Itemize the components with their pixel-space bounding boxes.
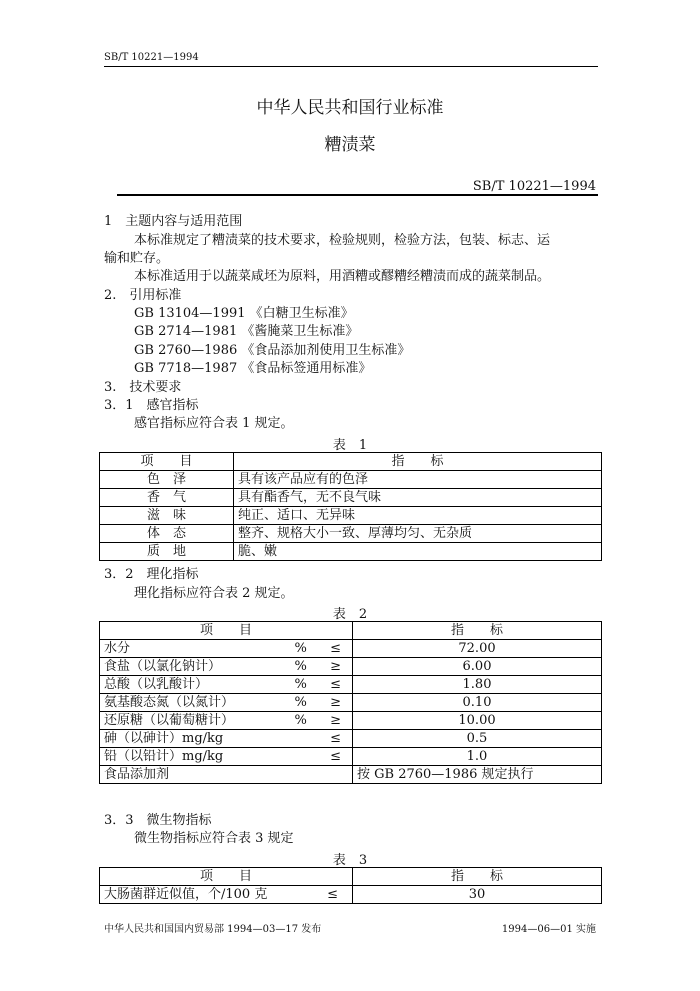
footer-effective-date: 1994—06—01 实施 [501,924,596,935]
table-cell-unit: % [291,712,320,730]
table-3-caption: 表 3 [332,853,368,868]
section-3-1-heading: 3．1 感官指标 [104,398,199,413]
section-3-2-heading: 3．2 理化指标 [104,567,199,582]
section-3-3-note: 微生物指标应符合表 3 规定 [134,831,294,846]
header-rule [104,66,598,67]
title-rule [117,194,598,196]
section-3-2-note: 理化指标应符合表 2 规定。 [134,586,294,601]
table-row [100,730,602,748]
table-1 [99,452,602,561]
table-cell: 香 气 [100,489,234,507]
table-cell: 0.5 [353,730,602,748]
table-row [100,507,602,525]
standard-number: SB/T 10221—1994 [472,179,596,194]
reference-item: GB 2714—1981 《酱腌菜卫生标准》 [134,324,359,339]
header-code: SB/T 10221—1994 [104,52,199,63]
document-title: 中华人民共和国行业标准 [256,98,444,118]
table-cell: 食盐（以氯化钠计） [100,658,291,676]
table-cell: 6.00 [353,658,602,676]
section-1-para-1b: 输和贮存。 [104,251,170,266]
table-header-row [100,453,602,471]
table-cell-sign: ≤ [319,676,352,694]
table-cell: 1.0 [353,748,602,766]
table-row [100,525,602,543]
table-header-cell: 项 目 [100,453,234,471]
table-cell: 还原糖（以葡萄糖计） [100,712,291,730]
table-header-cell: 项 目 [100,868,353,886]
table-row [100,676,602,694]
section-1-para-1a: 本标准规定了糟渍菜的技术要求，检验规则，检验方法，包装、标志、运 [134,233,551,248]
table-cell-sign: ≤ [319,730,352,748]
table-cell: 72.00 [353,640,602,658]
table-header-cell: 指 标 [234,453,602,471]
section-2-heading: 2. 引用标准 [104,288,182,303]
table-3 [99,867,602,904]
table-cell: 1.80 [353,676,602,694]
table-cell: 整齐、规格大小一致、厚薄均匀、无杂质 [234,525,602,543]
document-subtitle: 糟渍菜 [324,135,376,155]
table-cell: 氨基酸态氮（以氮计） [100,694,291,712]
table-row [100,694,602,712]
table-row [100,658,602,676]
reference-item: GB 2760—1986 《食品添加剂使用卫生标准》 [134,343,411,358]
section-1-heading: 1 主题内容与适用范围 [104,214,243,229]
table-cell-unit: % [291,658,320,676]
table-header-cell: 指 标 [353,868,602,886]
table-cell-sign [319,766,352,784]
table-cell: 砷（以砷计）mg/kg [100,730,291,748]
table-cell-sign: ≥ [319,712,352,730]
table-cell-unit: % [291,640,320,658]
table-cell: 铅（以铅计）mg/kg [100,748,291,766]
table-row [100,748,602,766]
table-cell: 体 态 [100,525,234,543]
reference-item: GB 7718—1987 《食品标签通用标准》 [134,361,372,376]
table-2 [99,621,602,784]
table-cell: 大肠菌群近似值，个/100 克 [100,886,314,904]
section-3-1-note: 感官指标应符合表 1 规定。 [134,416,294,431]
table-row [100,886,602,904]
footer-issuer: 中华人民共和国国内贸易部 1994—03—17 发布 [104,924,322,935]
table-cell-sign: ≤ [319,640,352,658]
table-cell-unit: % [291,694,320,712]
table-cell: 总酸（以乳酸计） [100,676,291,694]
table-cell: 脆、嫩 [234,543,602,561]
reference-item: GB 13104—1991 《白糖卫生标准》 [134,306,354,321]
table-cell-sign: ≥ [319,658,352,676]
table-cell: 按 GB 2760—1986 规定执行 [353,766,602,784]
table-cell: 食品添加剂 [100,766,291,784]
section-3-3-heading: 3．3 微生物指标 [104,813,212,828]
table-cell: 纯正、适口、无异味 [234,507,602,525]
table-cell: 具有该产品应有的色泽 [234,471,602,489]
table-cell: 滋 味 [100,507,234,525]
table-cell: 具有酯香气，无不良气味 [234,489,602,507]
table-row [100,489,602,507]
table-cell-unit [291,766,320,784]
table-row [100,766,602,784]
table-header-cell: 指 标 [353,622,602,640]
table-header-row [100,622,602,640]
table-row [100,471,602,489]
table-cell: 色 泽 [100,471,234,489]
table-cell-sign: ≤ [313,886,352,904]
table-cell-sign: ≤ [319,748,352,766]
table-row [100,640,602,658]
table-cell: 0.10 [353,694,602,712]
table-2-caption: 表 2 [332,607,368,622]
table-cell: 30 [353,886,602,904]
table-1-caption: 表 1 [332,438,368,453]
table-cell-unit: % [291,676,320,694]
section-3-heading: 3. 技术要求 [104,380,182,395]
table-row [100,712,602,730]
table-cell-unit [291,730,320,748]
table-cell: 水分 [100,640,291,658]
table-row [100,543,602,561]
table-header-row [100,868,602,886]
table-cell: 质 地 [100,543,234,561]
table-cell: 10.00 [353,712,602,730]
table-cell-unit [291,748,320,766]
table-cell-sign: ≥ [319,694,352,712]
table-header-cell: 项 目 [100,622,353,640]
section-1-para-2: 本标准适用于以蔬菜咸坯为原料，用酒糟或醪糟经糟渍而成的蔬菜制品。 [134,269,551,284]
